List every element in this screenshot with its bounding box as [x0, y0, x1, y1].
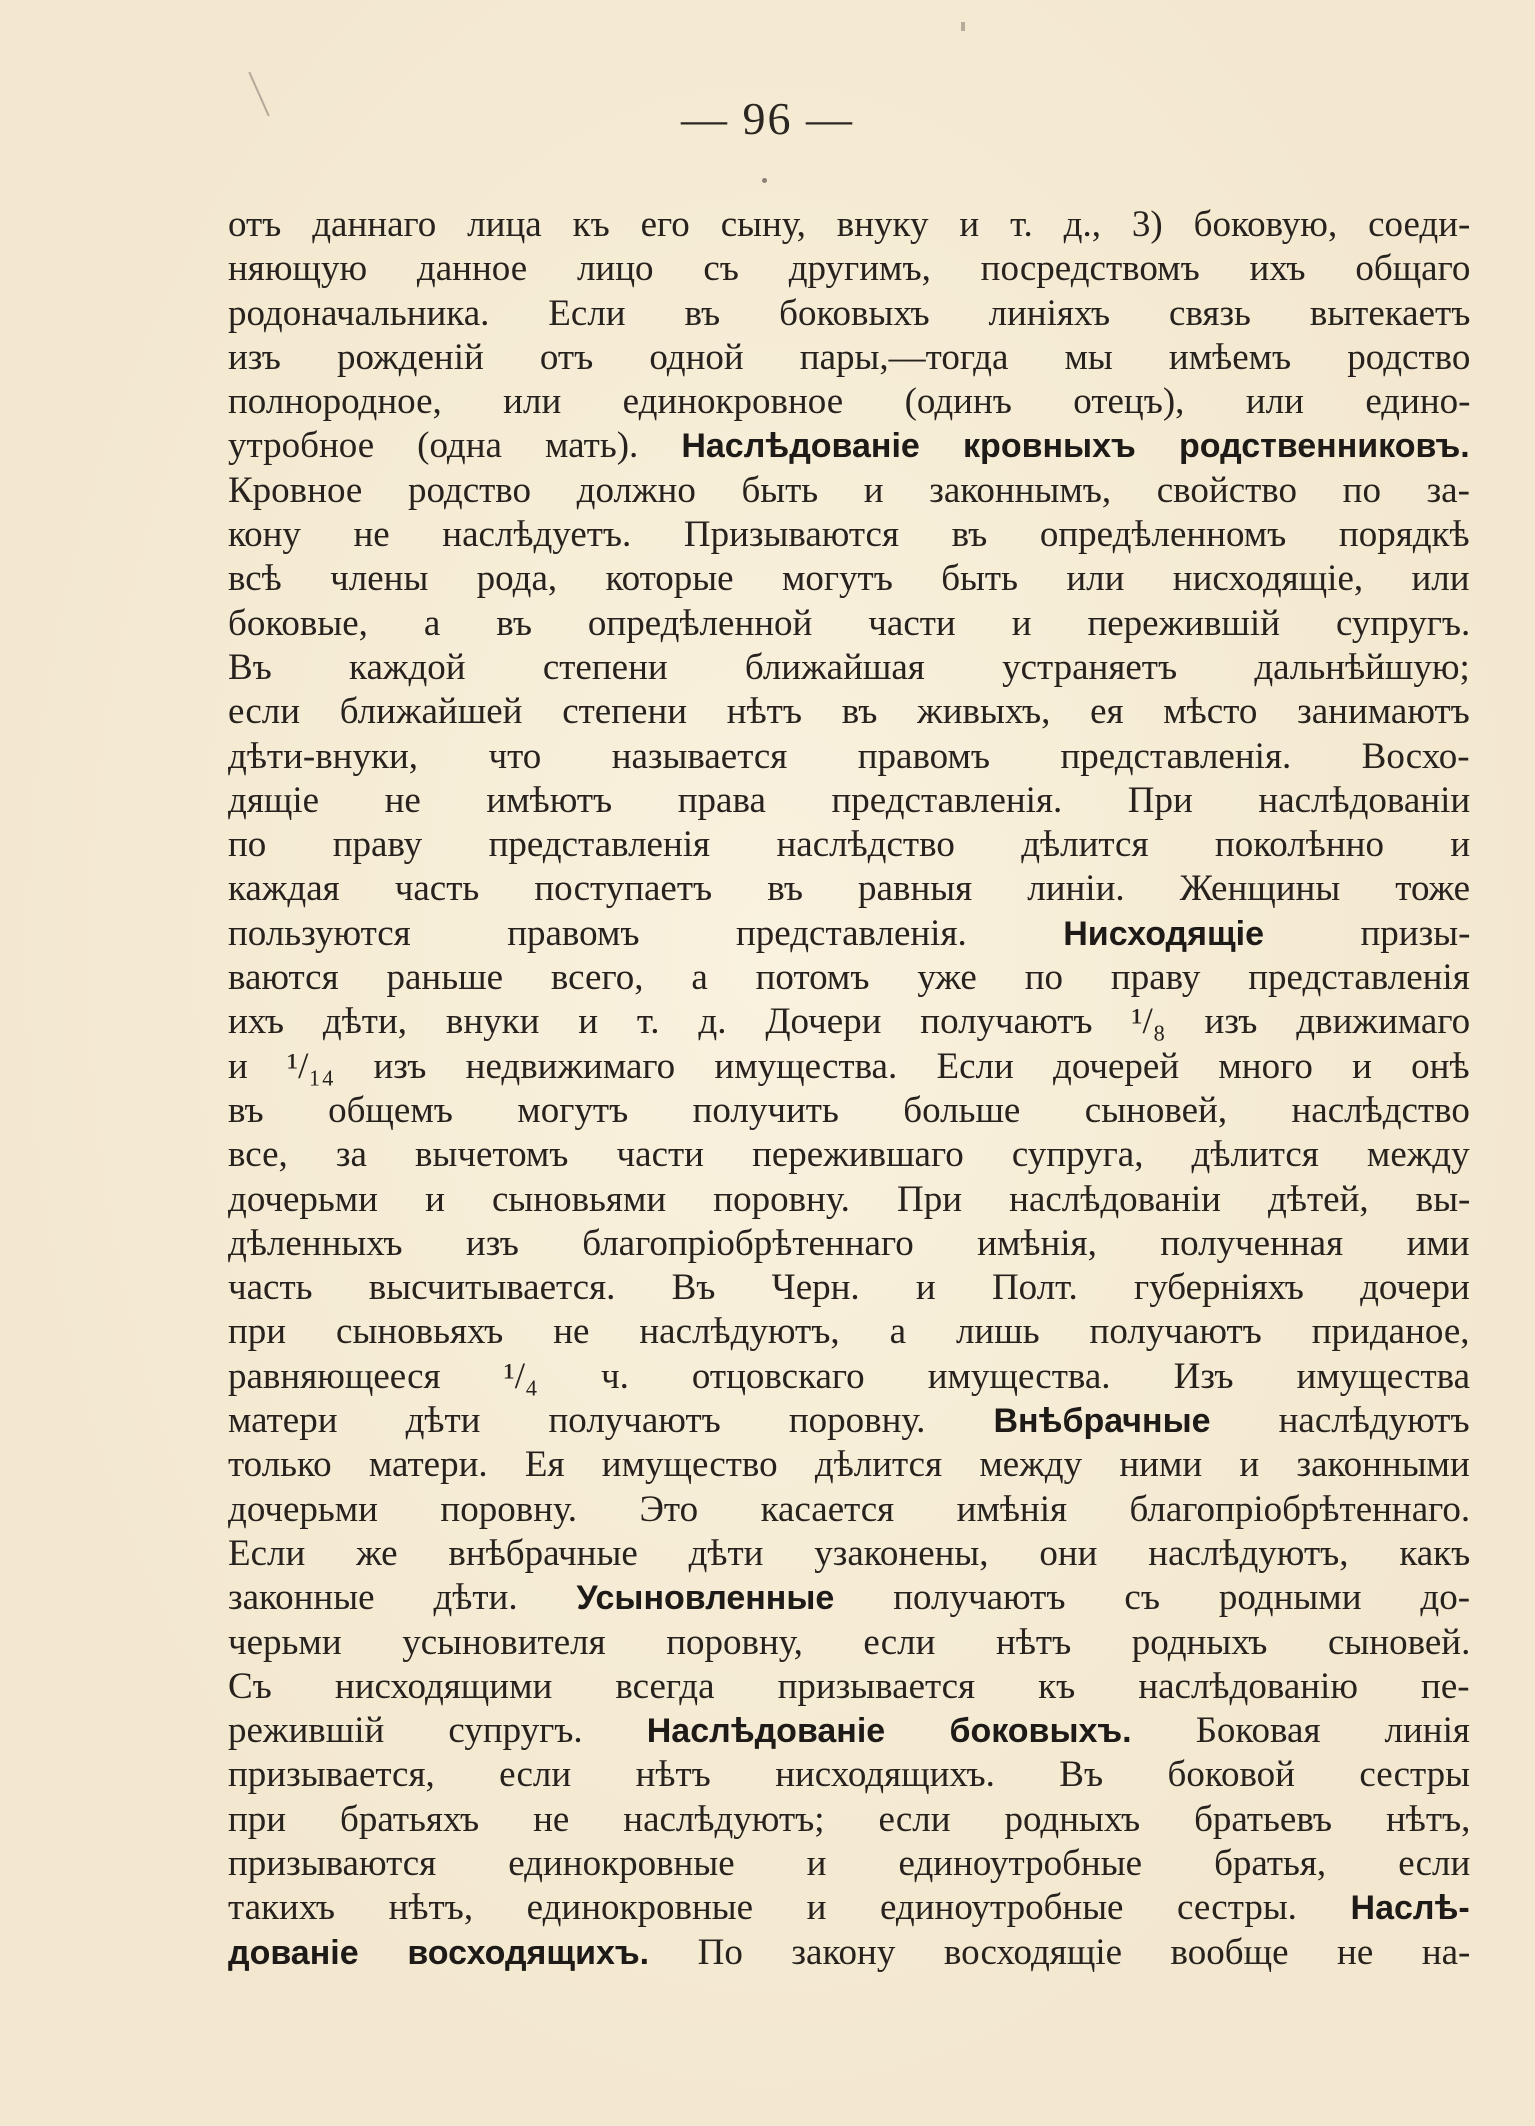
text-segment: По закону восходящіе вообще не на- — [649, 1931, 1471, 1973]
text-segment: дящіе не имѣютъ права представленія. При наслѣдованіи — [228, 779, 1471, 821]
text-line — [228, 1665, 1470, 1709]
text-segment: и ¹/₁₄ изъ недвижимаго имущества. Если дочерей много и онѣ — [228, 1045, 1470, 1087]
text-segment: дѣти-внуки, что называется правомъ представленія. Восхо- — [228, 735, 1470, 777]
bold-heading-phrase: Внѣбрачные — [993, 1402, 1211, 1441]
text-segment: по праву представленія наслѣдство дѣлится поколѣнно и — [228, 824, 1471, 866]
text-line — [228, 247, 1470, 291]
text-line — [228, 1355, 1470, 1399]
text-line — [228, 380, 1470, 424]
text-line — [228, 1532, 1470, 1576]
text-segment: отъ даннаго лица къ его сыну, внуку и т. д., 3) боковую, соеди- — [228, 204, 1471, 245]
text-segment: часть высчитывается. Въ Черн. и Полт. губерніяхъ дочери — [228, 1267, 1470, 1309]
text-line — [228, 735, 1470, 779]
text-line — [228, 469, 1470, 513]
text-segment: утробное (одна мать). — [228, 425, 682, 467]
text-line — [228, 203, 1470, 247]
text-segment: полнородное, или единокровное (одинъ отецъ), или едино- — [228, 381, 1471, 423]
text-segment: кону не наслѣдуетъ. Призываются въ опредѣленномъ порядкѣ — [228, 514, 1470, 556]
text-line — [228, 956, 1470, 1000]
text-line — [228, 1045, 1470, 1089]
text-segment: при сыновьяхъ не наслѣдуютъ, а лишь получаютъ приданое, — [228, 1311, 1470, 1353]
text-line — [228, 823, 1470, 867]
text-segment: Если же внѣбрачные дѣти узаконены, они наслѣдуютъ, какъ — [228, 1532, 1471, 1574]
text-line — [228, 1931, 1470, 1975]
text-line — [228, 557, 1470, 601]
text-segment: Съ нисходящими всегда призывается къ наслѣдованію пе- — [228, 1665, 1470, 1707]
text-segment: каждая часть поступаетъ въ равныя линіи. Женщины тоже — [228, 868, 1471, 910]
text-segment: Боковая линія — [1131, 1710, 1470, 1752]
text-segment: если ближайшей степени нѣтъ въ живыхъ, ея мѣсто занимаютъ — [228, 691, 1470, 733]
text-segment: все, за вычетомъ части пережившаго супруга, дѣлится между — [228, 1134, 1470, 1176]
page-number: — 96 — — [681, 93, 854, 144]
text-segment: Въ каждой степени ближайшая устраняетъ дальнѣйшую; — [228, 646, 1470, 688]
text-segment: черьми усыновителя поровну, если нѣтъ родныхъ сыновей. — [228, 1621, 1471, 1663]
text-line — [228, 424, 1470, 468]
text-line — [228, 1399, 1470, 1443]
text-segment: призываются единокровные и единоутробные братья, если — [228, 1842, 1471, 1884]
text-line — [228, 1443, 1470, 1487]
text-line — [228, 1178, 1470, 1222]
text-line — [228, 1000, 1470, 1044]
text-segment: въ общемъ могутъ получить больше сыновей, наслѣдство — [228, 1089, 1470, 1131]
text-segment: изъ рожденій отъ одной пары,—тогда мы имѣемъ родство — [228, 336, 1471, 378]
body-text — [228, 203, 1470, 1975]
text-line — [228, 602, 1470, 646]
text-segment: дочерьми поровну. Это касается имѣнія благопріобрѣтеннаго. — [228, 1488, 1471, 1530]
text-segment: получаютъ съ родными до- — [834, 1577, 1471, 1619]
text-line — [228, 1488, 1470, 1532]
text-line — [228, 912, 1470, 956]
text-segment: режившій супругъ. — [228, 1710, 647, 1752]
text-line — [228, 1842, 1470, 1886]
text-segment: только матери. Ея имущество дѣлится между ними и законными — [228, 1444, 1470, 1486]
text-segment: законные дѣти. — [228, 1577, 577, 1619]
text-segment: дѣленныхъ изъ благопріобрѣтеннаго имѣнія, полученная ими — [228, 1222, 1470, 1264]
text-line — [228, 1576, 1470, 1620]
text-line — [228, 779, 1470, 823]
bold-heading-phrase: Наслѣдованіе боковыхъ. — [646, 1712, 1132, 1751]
bold-heading-phrase: Наслѣ- — [1350, 1889, 1470, 1928]
text-line — [228, 1798, 1470, 1842]
text-line — [228, 1753, 1470, 1797]
text-segment: пользуются правомъ представленія. — [228, 912, 1064, 954]
text-line — [228, 1310, 1470, 1354]
bold-heading-phrase: Усыновленные — [576, 1579, 835, 1618]
text-segment: Кровное родство должно быть и законнымъ, свойство по за- — [228, 469, 1470, 511]
text-line — [228, 1222, 1470, 1266]
bold-heading-phrase: Наслѣдованіе кровныхъ родственниковъ. — [681, 427, 1470, 466]
text-line — [228, 513, 1470, 557]
text-segment: наслѣдуютъ — [1210, 1400, 1470, 1442]
text-segment: такихъ нѣтъ, единокровные и единоутробные сестры. — [228, 1887, 1351, 1929]
bold-heading-phrase: Нисходящіе — [1063, 914, 1264, 953]
text-segment: всѣ члены рода, которые могутъ быть или нисходящіе, или — [228, 558, 1470, 600]
text-segment: ваются раньше всего, а потомъ уже по праву представленія — [228, 957, 1470, 999]
text-segment: равняющееся ¹/₄ ч. отцовскаго имущества. Изъ имущества — [228, 1355, 1471, 1397]
text-segment: матери дѣти получаютъ поровну. — [228, 1400, 994, 1442]
text-line — [228, 1133, 1470, 1177]
text-line — [228, 336, 1470, 380]
margin-speck — [961, 22, 965, 31]
text-line — [228, 1886, 1470, 1930]
margin-speck — [762, 178, 767, 183]
text-segment: призывается, если нѣтъ нисходящихъ. Въ боковой сестры — [228, 1754, 1471, 1796]
text-line — [228, 1621, 1470, 1665]
text-line — [228, 867, 1470, 911]
text-segment: боковые, а въ опредѣленной части и пережившій супругъ. — [228, 602, 1471, 644]
text-segment: призы- — [1264, 912, 1471, 954]
text-line — [228, 1266, 1470, 1310]
text-segment: при братьяхъ не наслѣдуютъ; если родныхъ братьевъ нѣтъ, — [228, 1798, 1471, 1840]
bold-heading-phrase: дованіе восходящихъ. — [228, 1933, 650, 1972]
text-segment: ихъ дѣти, внуки и т. д. Дочери получаютъ ¹/₈ изъ движимаго — [228, 1001, 1471, 1043]
text-line — [228, 1709, 1470, 1753]
text-line — [228, 690, 1470, 734]
text-line — [228, 292, 1470, 336]
text-line — [228, 646, 1470, 690]
text-segment: родоначальника. Если въ боковыхъ линіяхъ связь вытекаетъ — [228, 292, 1471, 334]
text-segment: дочерьми и сыновьями поровну. При наслѣдованіи дѣтей, вы- — [228, 1178, 1471, 1220]
text-line — [228, 1089, 1470, 1133]
text-segment: няющую данное лицо съ другимъ, посредствомъ ихъ общаго — [228, 248, 1471, 290]
